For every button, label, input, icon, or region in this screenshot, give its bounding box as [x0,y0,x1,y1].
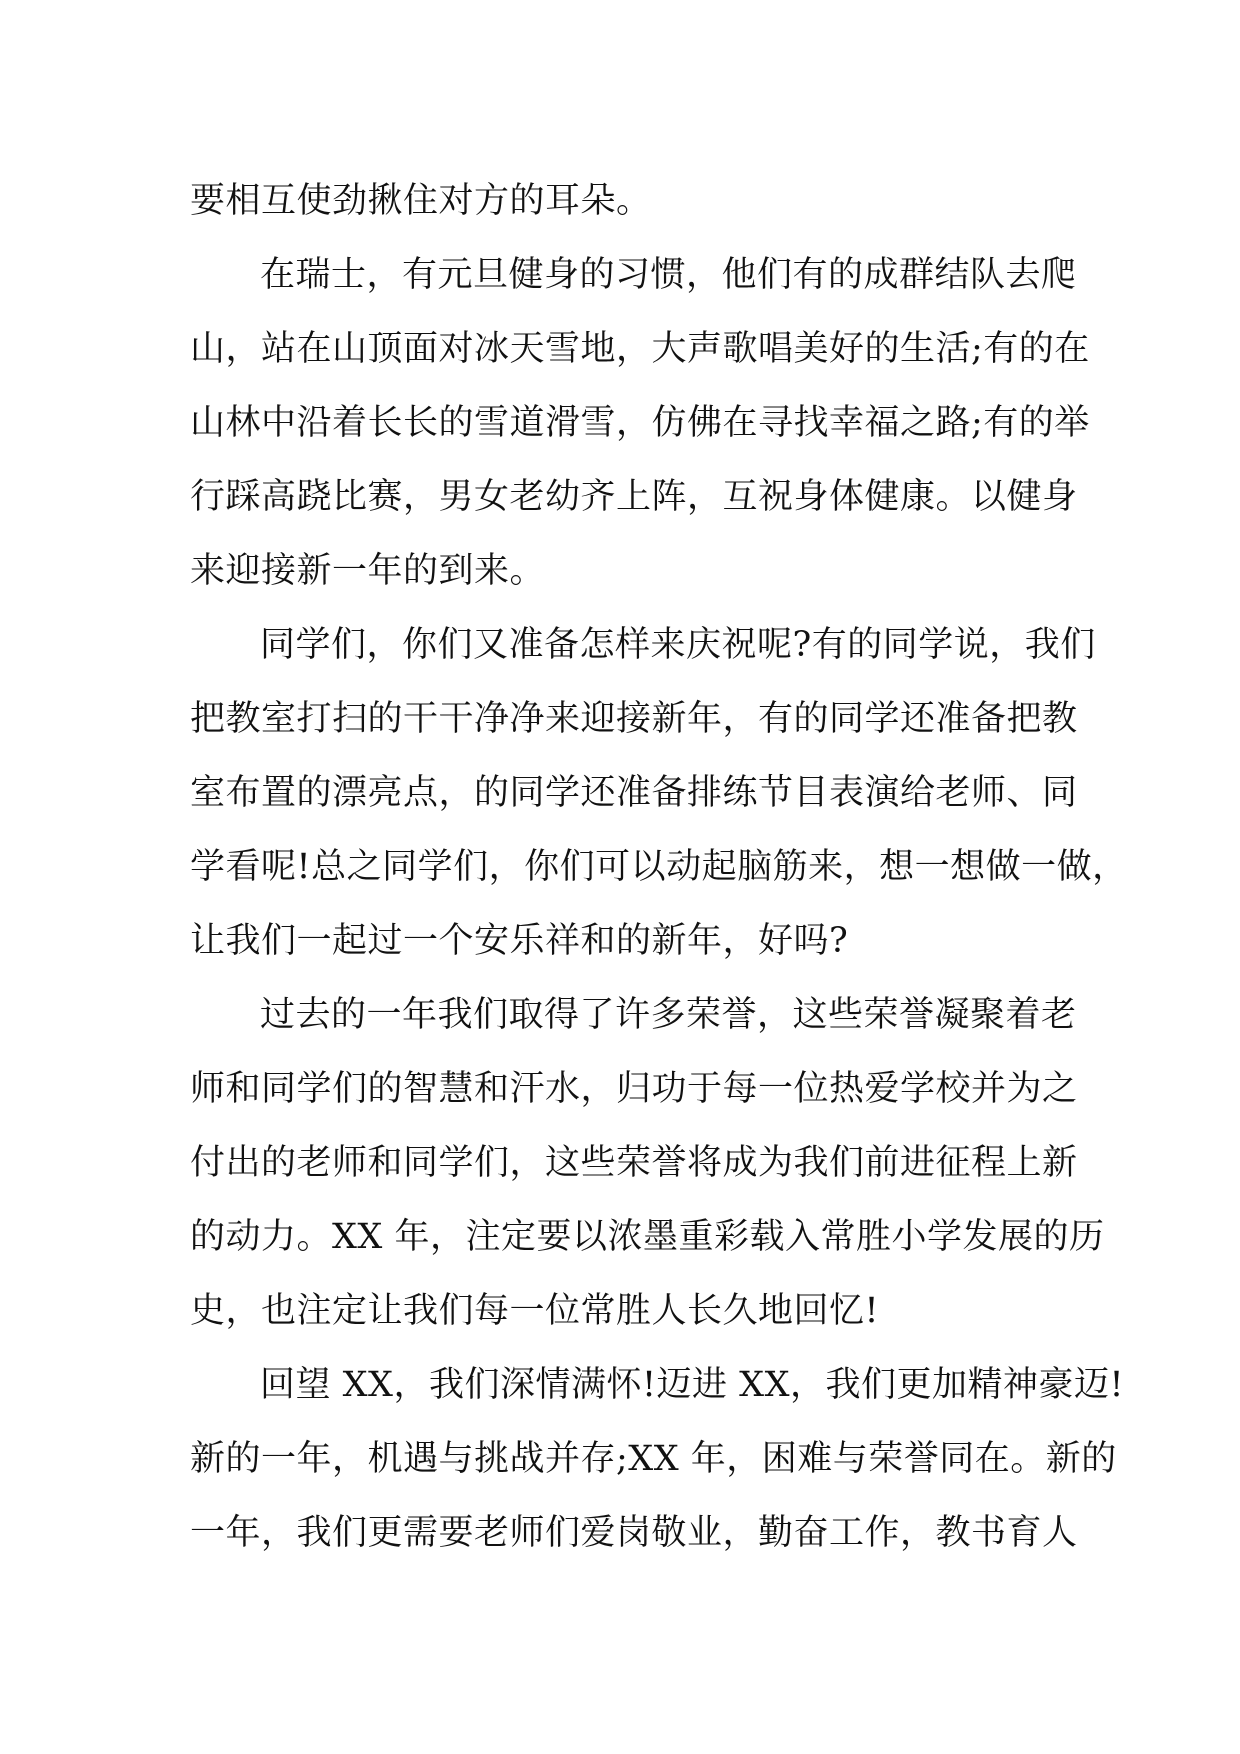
text-line: 一年，我们更需要老师们爱岗敬业，勤奋工作，教书育人 [190,1513,1078,1553]
text-line: 过去的一年我们取得了许多荣誉，这些荣誉凝聚着老 [260,995,1077,1035]
text-line: 新的一年，机遇与挑战并存;XX 年，困难与荣誉同在。新的 [190,1439,1117,1479]
text-line: 同学们，你们又准备怎样来庆祝呢?有的同学说，我们 [260,625,1096,665]
text-line: 来迎接新一年的到来。 [190,551,546,591]
text-line: 在瑞士，有元旦健身的习惯，他们有的成群结队去爬 [260,255,1077,295]
text-line: 回望 XX，我们深情满怀!迈进 XX，我们更加精神豪迈! [260,1365,1125,1405]
text-line: 学看呢!总之同学们，你们可以动起脑筋来，想一想做一做， [190,847,1128,887]
text-line: 把教室打扫的干干净净来迎接新年，有的同学还准备把教 [190,699,1078,739]
text-line: 的动力。XX 年，注定要以浓墨重彩载入常胜小学发展的历 [190,1217,1105,1257]
text-line: 山林中沿着长长的雪道滑雪，仿佛在寻找幸福之路;有的举 [190,403,1090,443]
text-line: 史，也注定让我们每一位常胜人长久地回忆! [190,1291,880,1331]
text-line: 行踩高跷比赛，男女老幼齐上阵，互祝身体健康。以健身 [190,477,1078,517]
text-line: 室布置的漂亮点，的同学还准备排练节目表演给老师、同 [190,773,1078,813]
text-line: 要相互使劲揪住对方的耳朵。 [190,181,652,221]
document-body [190,164,1128,1570]
text-line: 让我们一起过一个安乐祥和的新年，好吗? [190,921,849,961]
text-line: 付出的老师和同学们，这些荣誉将成为我们前进征程上新 [190,1143,1078,1183]
text-line: 山，站在山顶面对冰天雪地，大声歌唱美好的生活;有的在 [190,329,1090,369]
text-line: 师和同学们的智慧和汗水，归功于每一位热爱学校并为之 [190,1069,1078,1109]
